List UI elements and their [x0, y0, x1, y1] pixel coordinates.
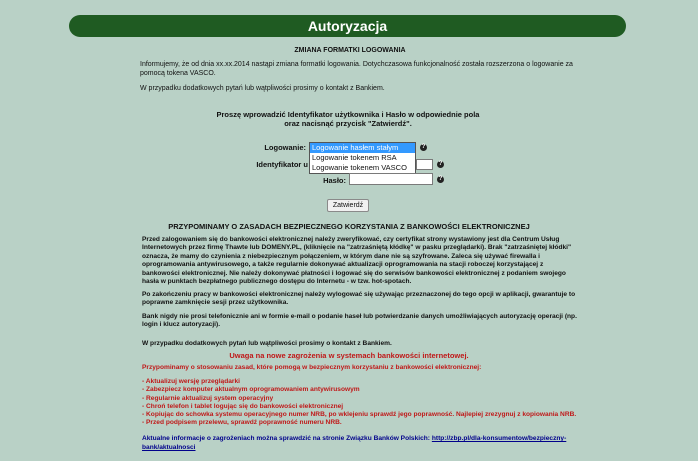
security-paragraph-2: Po zakończeniu pracy w bankowości elektronicznej należy wylogować się używając przeznaczonej do tego opcji w aplikacji, gwarantuje to poprawne zamknięcie sesji przez użytkownika. — [142, 291, 576, 307]
instruction-line-1: Proszę wprowadzić Identyfikator użytkownika i Hasło w odpowiednie pola — [216, 110, 480, 119]
security-paragraph-1: Przed zalogowaniem się do bankowości elektronicznej należy zweryfikować, czy certyfikat strony wystawiony jest dla Centrum Usług Internetowych przez firmę Thawte lub DOMENY.PL, (kliknięcie na "zatrzaśniętą kłódkę" w pasku przeglądarki). Brak "zatrzaśniętej kłódki" oznacza, że mamy do czynienia z niebezpiecznym połączeniem, w którym dane nie są szyfrowane. Zaleca się używać firewalla i oprogramowania antywirusowego, a także regularnie dokonywać aktualizacji oprogramowania na stacji roboczej korzystającej z bankowości elektronicznej. Nie należy dokonywać płatności i logować się do serwisów bankowości elektronicznej z podaniem swojego hasła w punktach bezpłatnego publicznego dostępu do Internetu - w tzw. hot-spotach. — [142, 236, 572, 286]
page-title-bar — [69, 15, 626, 37]
warning-item: - Kopiując do schowka systemu operacyjnego numer NRB, po wklejeniu sprawdź jego poprawność. Najlepiej zrezygnuj z kopiowania NRB. — [142, 411, 577, 419]
submit-button[interactable]: Zatwierdź — [327, 199, 369, 212]
warning-item: - Zabezpiecz komputer aktualnym oprogramowaniem antywirusowym — [142, 386, 360, 394]
threat-info-text: Aktualne informacje o zagrożeniach można sprawdzić na stronie Związku Banków Polskich: http://zbp.pl/dla-konsumentow/bezpieczny- — [142, 435, 567, 442]
instruction-line-2: oraz nacisnąć przycisk "Zatwierdź". — [284, 119, 412, 128]
security-paragraph-3: Bank nigdy nie prosi telefonicznie ani w formie e-mail o podanie haseł lub potwierdzanie danych umożliwiających autoryzację operacji (np. login i klucz autoryzacji). — [142, 313, 577, 329]
warning-item: - Aktualizuj wersję przeglądarki — [142, 378, 240, 385]
warning-title: Uwaga na nowe zagrożenia w systemach bankowości internetowej. — [229, 351, 469, 360]
warning-item: - Przed podpisem przelewu, sprawdź poprawność numeru NRB. — [142, 419, 342, 427]
zbp-link-continuation — [142, 443, 342, 452]
notice-line-2: pomocą tokena VASCO. — [140, 70, 216, 77]
password-input[interactable] — [349, 173, 433, 185]
password-label: Hasło: — [323, 176, 346, 185]
warning-intro: Przypominamy o stosowaniu zasad, które pomogą w bezpiecznym korzystaniu z bankowości elektronicznej: — [142, 364, 482, 371]
warning-list — [142, 378, 662, 428]
login-method-dropdown[interactable] — [309, 142, 416, 174]
security-contact: W przypadku dodatkowych pytań lub wątpliwości prosimy o kontakt z Bankiem. — [142, 340, 392, 347]
zbp-link[interactable]: http://zbp.pl/dla-konsumentow/bezpieczny- — [431, 435, 567, 442]
login-help-icon[interactable]: ? — [421, 144, 426, 150]
warning-item: - Chroń telefon i tablet logując się do bankowości elektronicznej — [142, 402, 344, 410]
login-method-label: Logowanie: — [264, 143, 306, 152]
identifier-help-icon[interactable]: ? — [438, 161, 443, 167]
password-help-icon[interactable]: ? — [438, 176, 443, 182]
notice-contact: W przypadku dodatkowych pytań lub wątpliwości prosimy o kontakt z Bankiem. — [140, 85, 385, 92]
notice-line-1: Informujemy, że od dnia xx.xx.2014 nastąpi zmiana formatki logowania. Dotychczasowa funkcjonalność została rozszerzona o logowanie za — [140, 61, 573, 68]
login-option-static-password[interactable]: Logowanie hasłem stałym — [310, 143, 415, 153]
page-title: Autoryzacja — [307, 18, 388, 34]
security-heading: PRZYPOMINAMY O ZASADACH BEZPIECZNEGO KORZYSTANIA Z BANKOWOŚCI ELEKTRONICZNEJ — [168, 222, 530, 231]
login-option-rsa-token[interactable]: Logowanie tokenem RSA — [312, 153, 397, 162]
notice-heading: ZMIANA FORMATKI LOGOWANIA — [294, 47, 406, 54]
login-option-vasco-token[interactable]: Logowanie tokenem VASCO — [312, 163, 407, 172]
identifier-label: Identyfikator u — [256, 160, 308, 169]
identifier-input[interactable] — [416, 159, 433, 170]
zbp-link-part-2[interactable]: bank/aktualnosci — [142, 444, 196, 451]
warning-item: - Regularnie aktualizuj system operacyjny — [142, 394, 274, 402]
